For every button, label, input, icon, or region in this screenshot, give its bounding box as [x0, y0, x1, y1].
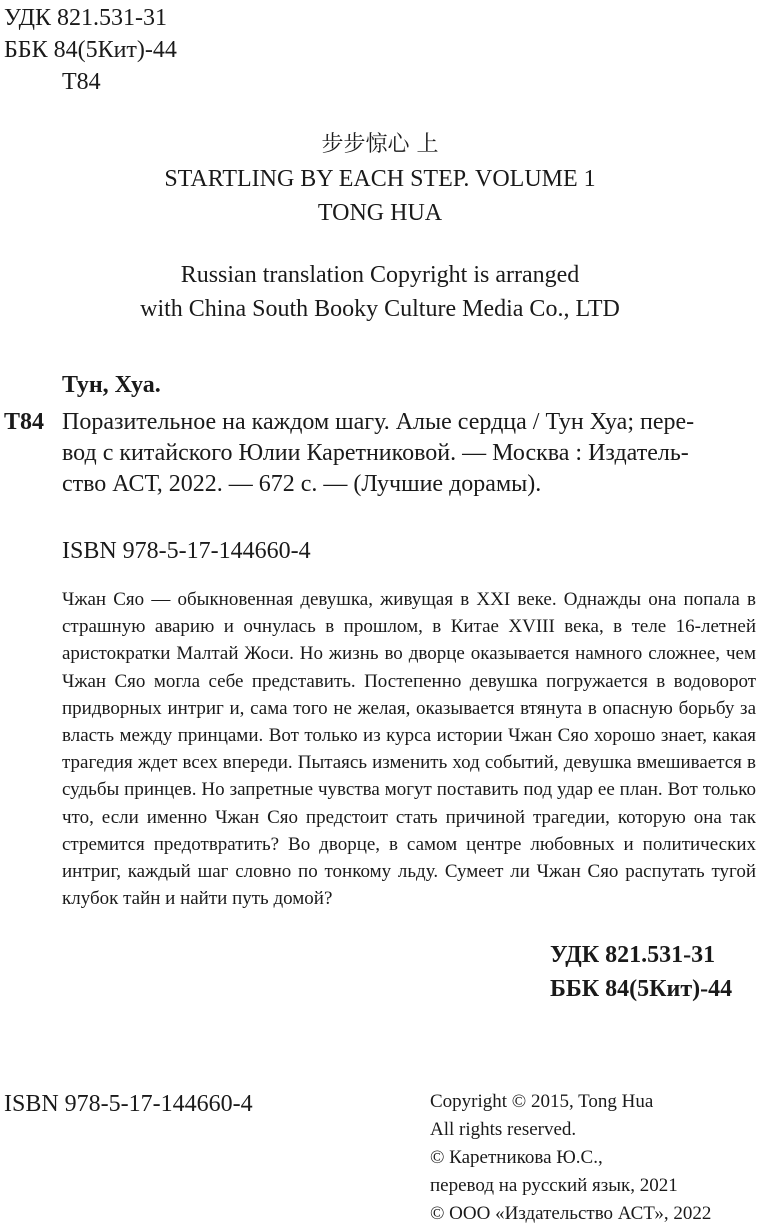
record-description — [62, 407, 694, 500]
copyright-line: All rights reserved. — [430, 1119, 577, 1140]
header-code: Т84 — [62, 69, 101, 95]
original-title-english: STARTLING BY EACH STEP. VOLUME 1 — [164, 166, 596, 192]
original-title-block — [0, 128, 760, 230]
copyright-line: © Каретникова Ю.С., — [430, 1147, 603, 1168]
header-udk: УДК 821.531-31 — [4, 5, 167, 31]
classification-block — [550, 938, 732, 1006]
copyright-block — [430, 1088, 711, 1228]
header-bbk: ББК 84(5Кит)-44 — [4, 37, 177, 63]
author-heading: Тун, Хуа. — [62, 372, 161, 398]
rights-block — [0, 258, 760, 326]
copyright-line: перевод на русский язык, 2021 — [430, 1175, 678, 1196]
annotation — [62, 586, 756, 912]
classification-bbk: ББК 84(5Кит)-44 — [550, 976, 733, 1002]
original-author: TONG HUA — [317, 200, 443, 226]
header-classification — [4, 2, 177, 98]
copyright-line: Copyright © 2015, Tong Hua — [430, 1091, 654, 1112]
footer-isbn: ISBN 978-5-17-144660-4 — [4, 1091, 253, 1117]
classification-udk: УДК 821.531-31 — [550, 942, 716, 968]
record-line-2: вод с китайского Юлии Каретниковой. — Москва : Издатель- — [62, 440, 689, 466]
rights-line-2: with China South Booky Culture Media Co., LTD — [140, 296, 620, 322]
record-isbn: ISBN 978-5-17-144660-4 — [62, 538, 311, 564]
rights-line-1: Russian translation Copyright is arranged — [180, 262, 580, 288]
record-line-3: ство АСТ, 2022. — 672 с. — (Лучшие дорамы). — [62, 471, 542, 497]
record-line-1: Поразительное на каждом шагу. Алые сердца / Тун Хуа; пере- — [62, 409, 695, 435]
copyright-line: © ООО «Издательство АСТ», 2022 — [430, 1203, 712, 1224]
annotation-text: Чжан Сяо — обыкновенная девушка, живущая в XXI веке. Однажды она попала в страшную аварию и очнулась в прошлом, в Китае XVIII века, в теле 16-летней аристократки Малтай Жоси. Но жизнь во дворце оказывается намного сложнее, чем Чжан Сяо могла себе представить. Постепенно девушка погружается в водоворот придворных интриг и, сама того не желая, оказывается втянута в опасную борьбу за власть между принцами. Вот только из курса истории Чжан Сяо хорошо знает, какая трагедия ждет всех впереди. Пытаясь изменить ход событий, девушка вмешивается в судьбы принцев. Но запретные чувства могут поставить под удар ее план. Вот только что, если именно Чжан Сяо предстоит стать причиной трагедии, которую она так стремится предотвратить? Во дворце, в самом центре любовных и политических интриг, каждый шаг словно по тонкому льду. Сумеет ли Чжан Сяо распутать тугой клубок тайн и найти путь домой? — [62, 589, 756, 910]
original-title-chinese: 步步惊心 上 — [321, 132, 439, 157]
record-code: Т84 — [4, 409, 45, 435]
